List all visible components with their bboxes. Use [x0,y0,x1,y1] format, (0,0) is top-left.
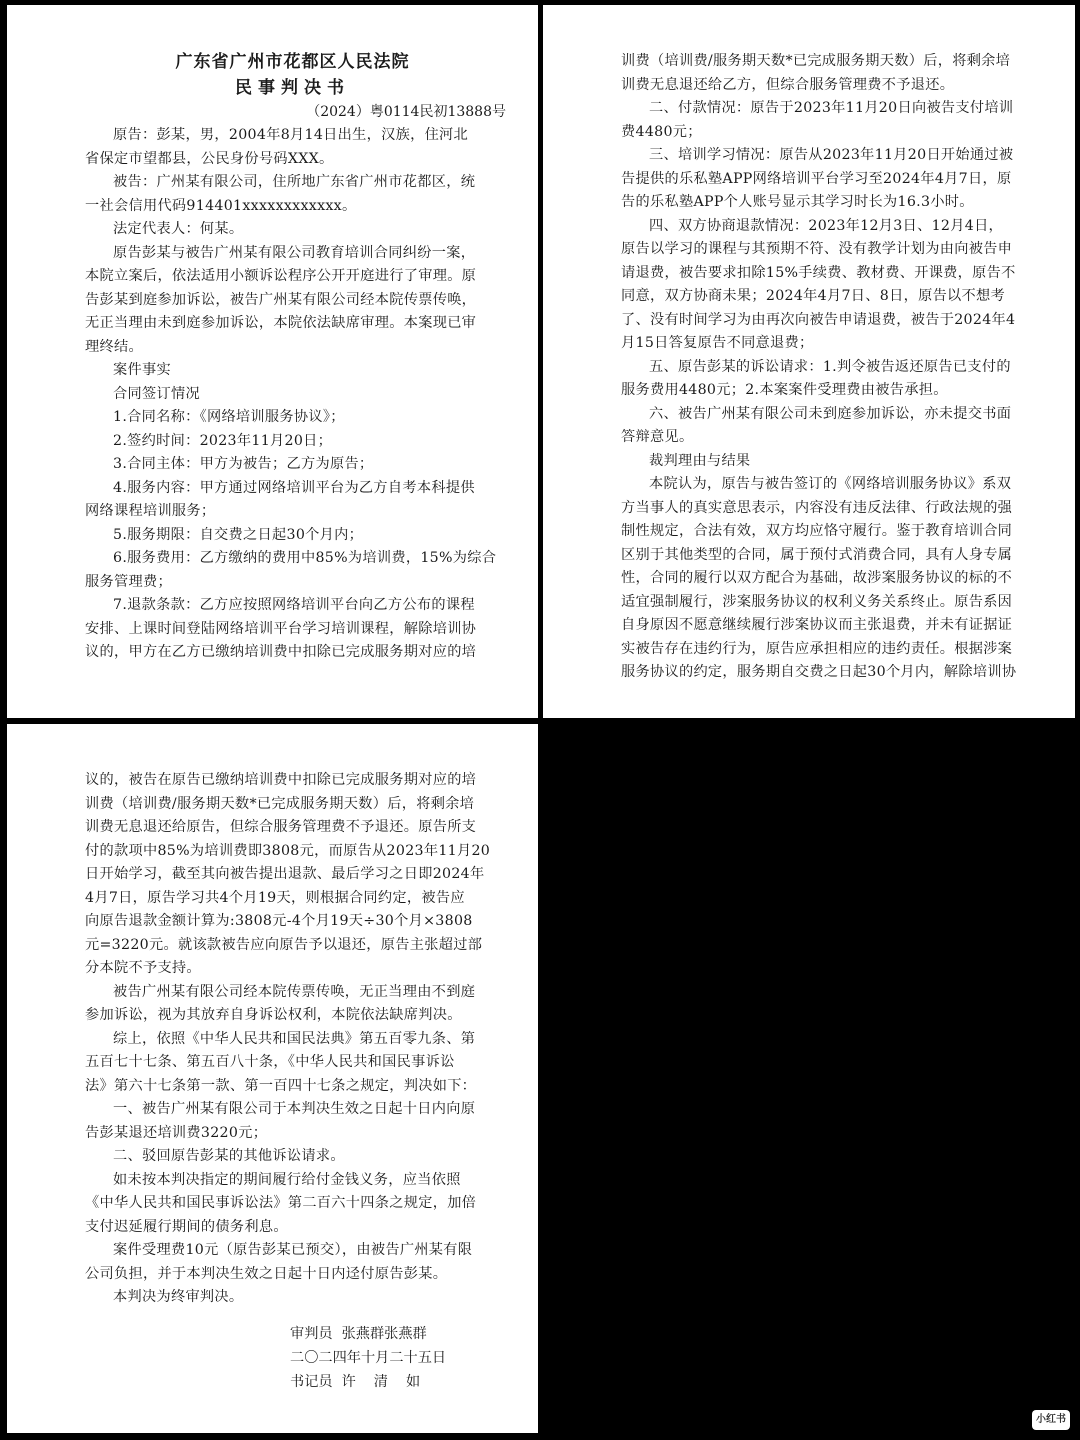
text-line: 6.服务费用：乙方缴纳的费用中85%为培训费，15%为综合 [113,550,497,566]
text-line: 告的乐私塾APP个人账号显示其学习时长为16.3小时。 [621,194,974,210]
text-line: 本院认为，原告与被告签订的《网络培训服务协议》系双 [649,476,1012,492]
judgment-page-2 [543,5,1075,718]
text-line: 自身原因不愿意继续履行涉案协议而主张退费，并未有证据证 [621,617,1013,633]
text-line: 3.合同主体：甲方为被告；乙方为原告； [113,456,374,472]
text-line: 综上，依照《中华人民共和国民法典》第五百零九条、第 [113,1030,476,1047]
text-line: 费4480元； [621,123,702,140]
text-line: 本判决为终审判决。 [113,1289,244,1305]
text-line: 训费（培训费/服务期天数*已完成服务期天数）后，将剩余培 [621,53,1011,69]
text-line: 三、培训学习情况：原告从2023年11月20日开始通过被 [649,147,1014,163]
clerk-signature: 书记员 许 清 如 [290,1373,421,1390]
text-line: 省保定市望都县，公民身份号码XXX。 [85,150,334,167]
text-line: 告提供的乐私塾APP网络培训平台学习至2024年4月7日，原 [621,170,1012,187]
text-line: 支付迟延履行期间的债务利息。 [85,1218,288,1235]
text-line: 制性规定，合法有效，双方均应恪守履行。鉴于教育培训合同 [621,523,1013,539]
text-line: 2.签约时间：2023年11月20日； [113,432,333,449]
xiaohongshu-watermark: 小红书 [1032,1410,1070,1430]
text-line: 理终结。 [85,338,143,355]
text-line: 服务费用4480元；2.本案案件受理费由被告承担。 [621,382,948,398]
text-line: 裁判理由与结果 [649,452,751,469]
text-line: 被告广州某有限公司经本院传票传唤，无正当理由不到庭 [113,983,476,1000]
text-line: 服务协议的约定，服务期自交费之日起30个月内，解除培训协 [621,664,1017,680]
text-line: 法》第六十七条第一款、第一百四十七条之规定，判决如下： [85,1077,477,1094]
text-line: 4月7日，原告学习共4个月19天，则根据合同约定，被告应 [85,889,465,906]
text-line: 四、双方协商退款情况：2023年12月3日、12月4日， [649,217,1004,234]
text-line: 训费无息退还给原告，但综合服务管理费不予退还。原告所支 [85,819,477,835]
text-line: 同意，双方协商未果；2024年4月7日、8日，原告以不想考 [621,288,1006,304]
text-line: 训费无息退还给乙方，但综合服务管理费不予退还。 [621,76,955,93]
text-line: 分本院不予支持。 [85,960,201,976]
case-number: （2024）粤0114民初13888号 [306,104,506,120]
judgment-page-3 [7,724,538,1433]
text-line: 7.退款条款：乙方应按照网络培训平台向乙方公布的课程 [113,597,475,613]
text-line: 案件受理费10元（原告彭某已预交），由被告广州某有限 [113,1242,473,1258]
text-line: 元=3220元。就该款被告应向原告予以退还，原告主张超过部 [85,936,483,953]
text-line: 付的款项中85%为培训费即3808元，而原告从2023年11月20 [85,842,491,859]
text-line: 本院立案后，依法适用小额诉讼程序公开开庭进行了审理。原 [85,268,477,284]
text-line: 二、驳回原告彭某的其他诉讼请求。 [113,1148,345,1164]
judgment-date: 二〇二四年十月二十五日 [290,1349,447,1366]
text-line: 五百七十七条、第五百八十条，《中华人民共和国民事诉讼 [85,1054,455,1070]
text-line: 五、原告彭某的诉讼请求：1.判令被告返还原告已支付的 [649,358,1011,375]
text-line: 5.服务期限：自交费之日起30个月内； [113,526,364,543]
text-line: 实被告存在违约行为，原告应承担相应的违约责任。根据涉案 [621,640,1013,657]
text-line: 一、被告广州某有限公司于本判决生效之日起十日内向原 [113,1101,476,1117]
text-line: 服务管理费； [85,573,172,590]
text-line: 月15日答复原告不同意退费； [621,335,814,351]
text-line: 网络课程培训服务； [85,503,216,519]
text-line: 六、被告广州某有限公司未到庭参加诉讼，亦未提交书面 [649,405,1012,422]
text-line: 无正当理由未到庭参加诉讼，本院依法缺席审理。本案现已审 [85,315,477,331]
text-line: 案件事实 [113,362,171,378]
text-line: 日开始学习，截至其向被告提出退款、最后学习之日即2024年 [85,866,485,882]
text-line: 请退费，被告要求扣除15%手续费、教材费、开课费，原告不 [621,264,1016,281]
judge-signature: 审判员 张燕群张燕群 [290,1325,427,1342]
text-line: 告彭某退还培训费3220元； [85,1124,268,1141]
page-3-body [85,769,518,1310]
text-line: 议的，甲方在乙方已缴纳培训费中扣除已完成服务期对应的培 [85,644,477,660]
text-line: 议的，被告在原告已缴纳培训费中扣除已完成服务期对应的培 [85,772,477,788]
page-2-body [621,50,1037,685]
document-type: 民事判决书 [235,78,350,98]
text-line: 了、没有时间学习为由再次向被告申请退费，被告于2024年4 [621,311,1016,328]
text-line: 区别于其他类型的合同，属于预付式消费合同，具有人身专属 [621,546,1013,563]
text-line: 原告以学习的课程与其预期不符、没有教学计划为由向被告申 [621,241,1013,257]
text-line: 被告：广州某有限公司，住所地广东省广州市花都区，统 [113,174,476,190]
text-line: 原告彭某与被告广州某有限公司教育培训合同纠纷一案， [113,244,476,261]
text-line: 原告：彭某，男，2004年8月14日出生，汉族，住河北 [113,127,469,143]
text-line: 如未按本判决指定的期间履行给付金钱义务，应当依照 [113,1171,461,1188]
text-line: 法定代表人：何某。 [113,221,244,237]
text-line: 4.服务内容：甲方通过网络培训平台为乙方自考本科提供 [113,479,475,496]
text-line: 适宜强制履行，涉案服务协议的权利义务关系终止。原告系因 [621,593,1013,610]
text-line: 安排、上课时间登陆网络培训平台学习培训课程，解除培训协 [85,620,477,637]
text-line: 《中华人民共和国民事诉讼法》第二百六十四条之规定，加倍 [85,1195,477,1211]
text-line: 答辩意见。 [621,429,694,445]
text-line: 公司负担，并于本判决生效之日起十日内迳付原告彭某。 [85,1265,448,1282]
text-line: 向原告退款金额计算为:3808元-4个月19天÷30个月×3808 [85,913,473,929]
text-line: 二、付款情况：原告于2023年11月20日向被告支付培训 [649,100,1014,116]
text-line: 合同签订情况 [113,385,200,402]
text-line: 告彭某到庭参加诉讼，被告广州某有限公司经本院传票传唤， [85,291,477,308]
text-line: 训费（培训费/服务期天数*已完成服务期天数）后，将剩余培 [85,795,475,812]
text-line: 方当事人的真实意思表示，内容没有违反法律、行政法规的强 [621,499,1013,516]
text-line: 一社会信用代码914401xxxxxxxxxxxx。 [85,197,357,214]
judgment-page-1 [7,5,538,718]
text-line: 1.合同名称：《网络培训服务协议》； [113,409,345,425]
text-line: 性，合同的履行以双方配合为基础，故涉案服务协议的标的不 [621,570,1013,586]
page-1-body [85,124,518,665]
court-title: 广东省广州市花都区人民法院 [175,52,410,72]
text-line: 参加诉讼，视为其放弃自身诉讼权利，本院依法缺席判决。 [85,1007,462,1023]
